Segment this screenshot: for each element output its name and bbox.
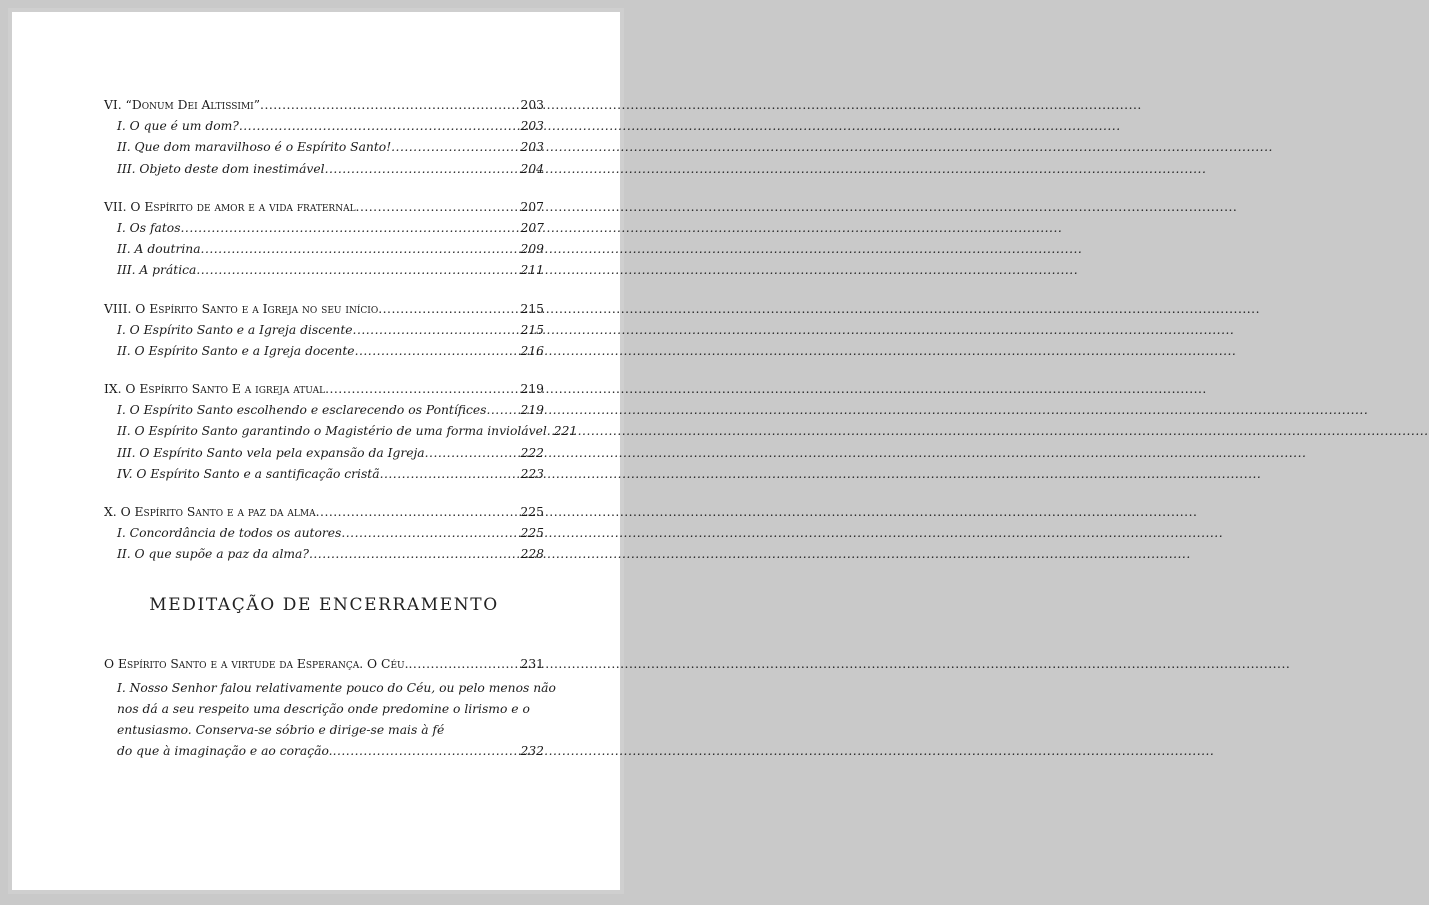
toc-subentry[interactable]	[104, 344, 544, 365]
toc-section	[104, 200, 544, 285]
toc-section	[104, 505, 544, 569]
paragraph-last-line	[117, 741, 544, 762]
paragraph-last-text: do que à imaginação e ao coração.	[117, 744, 333, 759]
dot-leader	[309, 547, 520, 561]
toc-entry-page: 222	[520, 445, 544, 460]
toc-entry-title: I. O que é um dom?	[117, 119, 239, 134]
toc-entry-title: III. Objeto deste dom inestimável	[117, 161, 325, 176]
toc-subentry[interactable]	[104, 119, 544, 140]
toc-subentry[interactable]	[104, 242, 544, 263]
toc-entry-title: III. O Espírito Santo vela pela expansão da Igreja	[117, 445, 425, 460]
toc-subentry[interactable]	[104, 140, 544, 161]
dot-leader	[355, 344, 520, 358]
toc-subentry[interactable]	[104, 162, 544, 183]
toc-entry-title: IX. O Espírito Santo E a igreja atual	[104, 382, 326, 397]
toc-entry-page: 204	[520, 161, 544, 176]
toc-entry-page: 203	[520, 140, 544, 155]
toc-entry-page: 215	[520, 301, 544, 316]
dot-leader	[356, 200, 520, 214]
closing-paragraph[interactable]	[104, 678, 556, 763]
toc-entry-title: VII. O Espírito de amor e a vida fraternal	[104, 199, 356, 214]
toc-entry-title: II. O Espírito Santo garantindo o Magistério de uma forma inviolável	[117, 424, 547, 439]
dot-leader	[380, 467, 520, 481]
dot-leader	[239, 119, 520, 133]
toc-entry-title: I. Concordância de todos os autores	[117, 526, 342, 541]
toc-entry-title: IV. O Espírito Santo e a santificação cristã	[117, 466, 380, 481]
toc-entry-page: 207	[520, 199, 544, 214]
closing-section	[104, 656, 556, 763]
toc-entry-page: 219	[520, 382, 544, 397]
dot-leader	[260, 98, 519, 112]
dot-leader	[353, 323, 520, 337]
toc-chapter-entry[interactable]	[104, 382, 544, 403]
toc-section	[104, 302, 544, 366]
toc-entry-page: 215	[520, 322, 544, 337]
toc-entry-title: X. O Espírito Santo e a paz da alma	[104, 505, 316, 519]
closing-heading-block	[104, 595, 544, 615]
toc-chapter-entry[interactable]	[104, 200, 544, 221]
toc-subentry[interactable]	[104, 263, 544, 284]
toc-sections	[104, 98, 578, 569]
toc-chapter-entry[interactable]	[104, 302, 544, 323]
dot-leader	[391, 140, 519, 154]
toc-entry-page: 203	[520, 98, 544, 112]
toc-entry-page: 216	[520, 343, 544, 358]
dot-leader	[201, 242, 520, 256]
paragraph-page: 232	[520, 744, 544, 759]
toc-entry-page: 228	[520, 547, 544, 562]
toc-entry-title: VI. “Donum Dei Altissimi”	[104, 98, 261, 112]
dot-leader	[486, 403, 519, 417]
paragraph-line: entusiasmo. Conserva-se sóbrio e dirige-se mais à fé	[117, 723, 445, 738]
toc-subentry[interactable]	[104, 424, 578, 445]
dot-leader	[341, 526, 519, 540]
toc-entry-title: I. O Espírito Santo e a Igreja discente	[117, 322, 353, 337]
dot-leader	[325, 162, 520, 176]
dot-leader	[425, 446, 520, 460]
toc-subentry[interactable]	[104, 403, 544, 424]
toc-entry-title: II. O que supõe a paz da alma?	[117, 547, 309, 562]
toc-entry-page: 223	[520, 466, 544, 481]
toc-chapter-entry[interactable]	[104, 98, 544, 119]
toc-entry-page: 225	[520, 526, 544, 541]
toc-entry-title: I. Os fatos	[117, 220, 181, 235]
toc-subentry[interactable]	[104, 526, 544, 547]
toc-subentry[interactable]	[104, 323, 544, 344]
table-of-contents	[104, 98, 578, 780]
toc-entry-closing[interactable]	[104, 657, 544, 678]
toc-section	[104, 98, 544, 183]
dot-leader	[333, 741, 520, 762]
toc-entry-page: 203	[520, 119, 544, 134]
dot-leader	[316, 505, 520, 519]
toc-entry-title: III. A prática	[117, 263, 197, 278]
toc-entry-title: II. A doutrina	[117, 242, 201, 257]
toc-entry-page: 231	[520, 656, 544, 671]
toc-entry-title: O Espírito Santo e a virtude da Esperança. O Céu.	[104, 656, 409, 671]
toc-subentry[interactable]	[104, 547, 544, 568]
paragraph-line: I. Nosso Senhor falou relativamente pouco do Céu, ou pelo menos não	[117, 680, 556, 695]
paragraph-line: nos dá a seu respeito uma descrição onde predomine o lirismo e o	[117, 701, 530, 716]
toc-subentry[interactable]	[104, 467, 544, 488]
toc-chapter-entry[interactable]	[104, 505, 544, 526]
toc-entry-page: 221	[553, 424, 578, 439]
toc-entry-title: II. O Espírito Santo e a Igreja docente	[117, 343, 355, 358]
toc-subentry[interactable]	[104, 221, 544, 242]
toc-entry-page: 219	[520, 403, 544, 418]
toc-entry-title: I. O Espírito Santo escolhendo e esclarecendo os Pontífices	[117, 403, 487, 418]
toc-entry-page: 207	[520, 220, 544, 235]
book-page	[8, 8, 624, 894]
toc-entry-page: 211	[520, 263, 544, 278]
toc-entry-title: II. Que dom maravilhoso é o Espírito Santo!	[117, 140, 392, 155]
toc-entry-page: 225	[520, 505, 544, 519]
toc-entry-title: VIII. O Espírito Santo e a Igreja no seu início	[104, 301, 379, 316]
dot-leader	[181, 221, 520, 235]
dot-leader	[196, 263, 519, 277]
toc-subentry[interactable]	[104, 446, 544, 467]
closing-heading: MEDITAÇÃO DE ENCERRAMENTO	[149, 594, 499, 615]
dot-leader	[378, 302, 519, 316]
toc-entry-page: 209	[520, 242, 544, 257]
dot-leader	[325, 382, 519, 396]
toc-section	[104, 382, 578, 488]
dot-leader	[409, 657, 520, 671]
